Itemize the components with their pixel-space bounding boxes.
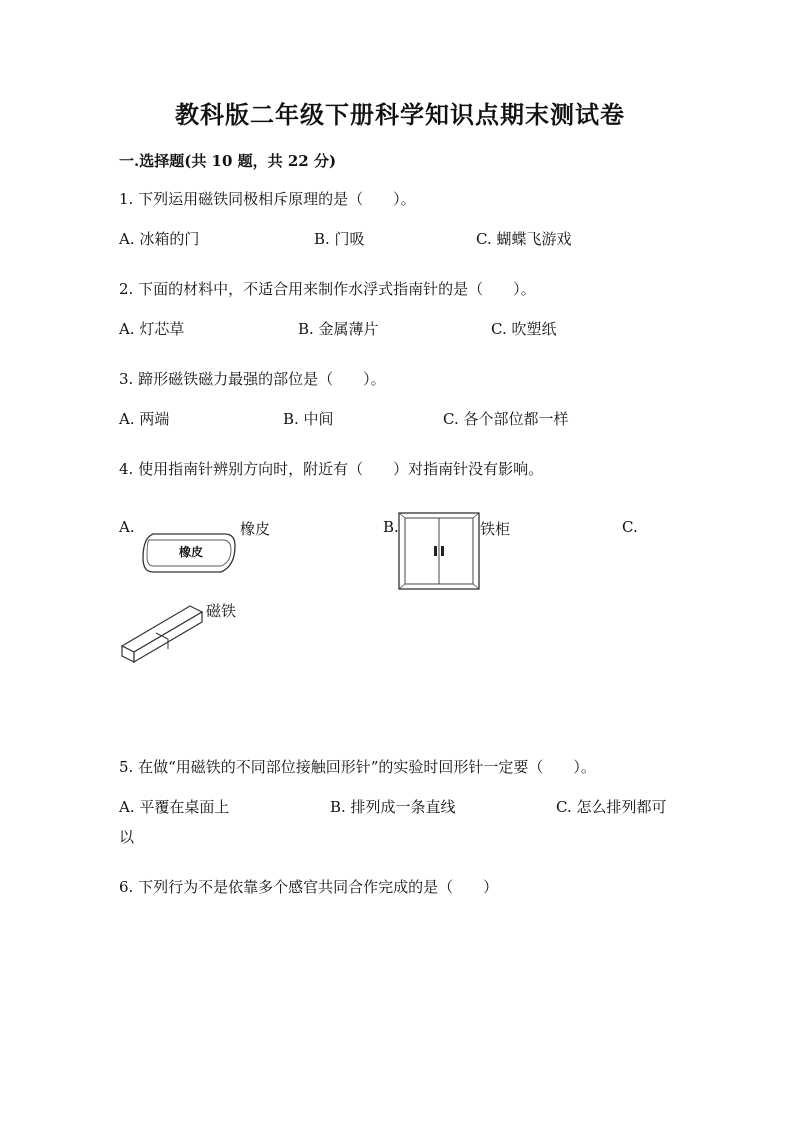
question-3-stem: 3. 蹄形磁铁磁力最强的部位是（ ）。 <box>119 370 386 388</box>
question-2-option-a: A. 灯芯草 <box>119 320 185 338</box>
question-2-option-c: C. 吹塑纸 <box>491 320 557 338</box>
page-title: 教科版二年级下册科学知识点期末测试卷 <box>175 100 625 129</box>
iron-cabinet-label: 铁柜 <box>480 520 511 538</box>
question-5-option-b: B. 排列成一条直线 <box>330 798 456 816</box>
question-2-option-b: B. 金属薄片 <box>298 320 379 338</box>
iron-cabinet-illustration <box>398 512 480 590</box>
question-4-option-a: A. <box>119 518 135 536</box>
eraser-text: 橡皮 <box>178 545 204 559</box>
eraser-illustration <box>141 528 236 578</box>
question-1-stem: 1. 下列运用磁铁同极相斥原理的是（ ）。 <box>119 190 416 208</box>
question-1-option-a: A. 冰箱的门 <box>119 230 200 248</box>
question-6-stem: 6. 下列行为不是依靠多个感官共同合作完成的是（ ） <box>119 878 499 896</box>
question-4-stem: 4. 使用指南针辨别方向时，附近有（ ）对指南针没有影响。 <box>119 460 544 478</box>
question-3-option-c: C. 各个部位都一样 <box>443 410 569 428</box>
question-4-option-c: C. <box>622 518 638 536</box>
question-1-option-b: B. 门吸 <box>314 230 365 248</box>
eraser-label: 橡皮 <box>240 520 271 538</box>
section-heading: 一.选择题(共 10 题，共 22 分) <box>119 152 337 170</box>
question-2-stem: 2. 下面的材料中，不适合用来制作水浮式指南针的是（ ）。 <box>119 280 536 298</box>
question-1-option-c: C. 蝴蝶飞游戏 <box>476 230 572 248</box>
bar-magnet-illustration <box>120 602 205 664</box>
question-3-option-b: B. 中间 <box>283 410 334 428</box>
question-4-option-b: B. <box>383 518 399 536</box>
bar-magnet-label: 磁铁 <box>206 602 237 620</box>
question-5-stem: 5. 在做“用磁铁的不同部位接触回形针”的实验时回形针一定要（ ）。 <box>119 758 596 776</box>
question-5-option-c: C. 怎么排列都可 <box>556 798 667 816</box>
question-5-option-c-wrap: 以 <box>119 828 135 846</box>
question-5-option-a: A. 平覆在桌面上 <box>119 798 230 816</box>
question-3-option-a: A. 两端 <box>119 410 170 428</box>
